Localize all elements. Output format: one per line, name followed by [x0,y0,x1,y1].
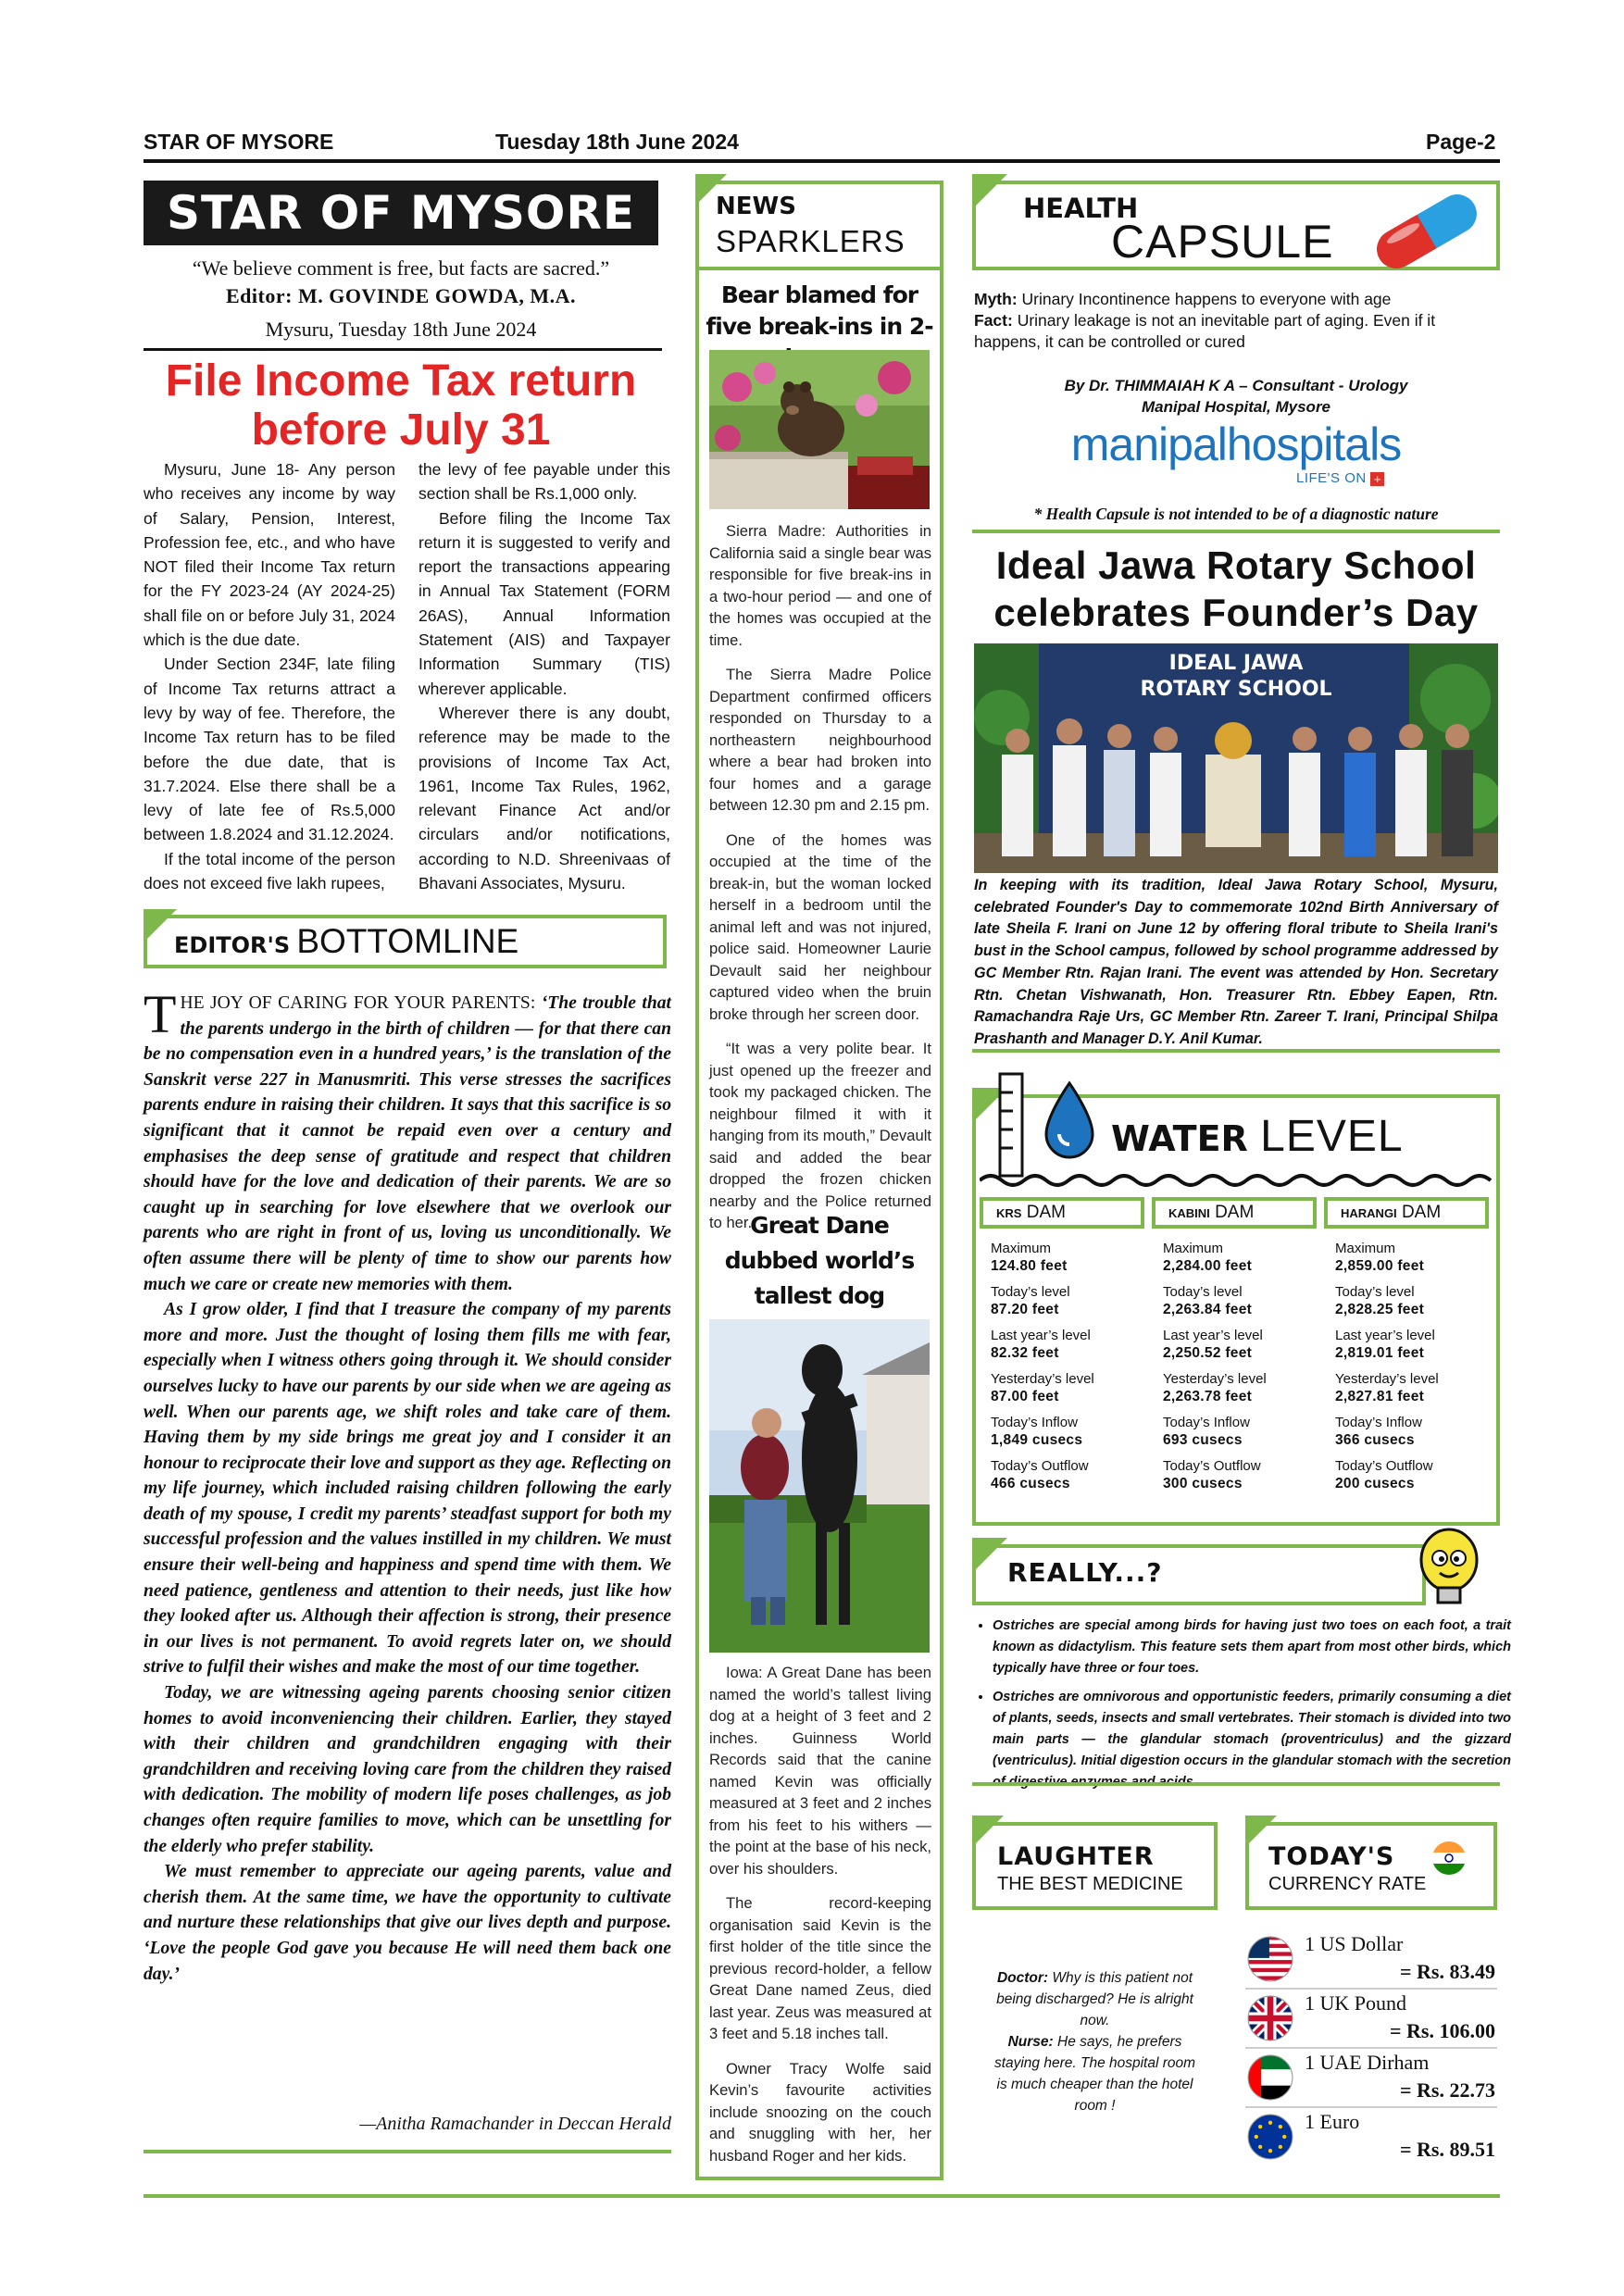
dam-stat-label: Today’s Inflow [1163,1415,1250,1430]
manipal-logo-word2: hospitals [1226,418,1402,470]
bottomline-label [174,922,519,961]
dog-paragraph: The record-keeping organisation said Kevin is the first holder of the title since the previous record-holder, a fellow Great Dane named Zeus, died last year. Zeus was measured at 3 feet and 5.18 inches tall. [709,1894,931,2042]
header-paper-name: STAR OF MYSORE [144,130,334,154]
lead-paragraph: Under Section 234F, late filing of Income Tax returns attract a levy by way of fee. Therefore, the Income Tax return has to be filed before the due date, that is 31.7.2024. Else there shall be a levy of late fee of Rs.5,000 between 1.8.2024 and 31.12.2024. [144,655,395,844]
currency-value: = Rs. 89.51 [1400,2138,1495,2161]
dam-stat-value: 2,819.01 feet [1335,1345,1425,1361]
bottomline-paragraph: Today, we are witnessing ageing parents choosing senior citizen homes to avoid inconveniencing their children. Earlier, they stayed with their children and grandchildren engaging with their grandchildren and receiving loving care from the children they raised with dedication. The mobility of modern life poses challenges, as job changes often require families to move, which can be unsettling for the elderly who prefer stability. [144,1683,671,1856]
dropcap: T [144,984,177,1044]
dam-name-box [980,1197,1144,1229]
bottomline-paragraph: ‘The trouble that the parents undergo in the birth of children — for that there can be no compensation even in a hundred years,’ is the translation of the Sanskrit verse 227 in Manusmriti. This verse stresses the sacrifices parents endure in raising their children. It says that this sacrifice is so significant that it cannot be repaid even over a century and emphasises the deep sense of gratitude and respect that children should have for the love and dedication of their parents. We are so caught up in searching for love elsewhere that we overlook our parents who are right in front of us, loving us unconditionally. We often assume there will be plenty of time to show our parents how much we care or create new memories with them. [144,993,671,1294]
masthead-motto: “We believe comment is free, but facts are sacred.” [192,256,610,280]
laughter-label-light: THE BEST MEDICINE [997,1874,1183,1894]
dam-stat-value: 2,284.00 feet [1163,1258,1253,1274]
dam-stat-value: 1,849 cusecs [991,1432,1083,1448]
sparklers-label-bold: NEWS [716,193,796,220]
bear-photo [709,350,930,509]
dam-stat-label: Today’s Inflow [991,1415,1078,1430]
rotary-photo-sign-1: IDEAL JAWA [1168,652,1304,675]
capsule-pill-icon [1359,190,1494,273]
dam-name: DAM [1026,1203,1066,1222]
lead-headline: File Income Tax return before July 31 [165,356,637,455]
dam-stat-value: 300 cusecs [1163,1476,1243,1491]
dog-paragraph: Owner Tracy Wolfe said Kevin’s favourite activities include snoozing on the couch and snuggling with her, her husband Roger and her kids. [709,2059,931,2165]
bottomline-paragraph: As I grow older, I find that I treasure the company of my parents more and more. Just the thought of losing them fills me with fear, especially when I witness others going through it. We should consider ourselves lucky to have our parents by our side when we are ageing as well. When our parents age, we shift roles and take care of them. Having them by my side brings me great joy and I consider it an honour to reciprocate their love and support as they age. Reflecting on my life journey, which included raising children following the early death of my spouse, I credit my parents’ steadfast support for both my successful profession and the values instilled in my children. We must ensure their well-being and happiness and spend time with them. We need patience, gentleness and attention to their needs, just like how they looked after us. Although their affection is strong, their presence in our lives is not permanent. To avoid regrets later on, we should strive to fulfil their wishes and make the most of our time together. [144,1300,671,1678]
health-label-light: CAPSULE [1111,216,1334,268]
dam-stat-value: 87.00 feet [991,1389,1059,1404]
header-date: Tuesday 18th June 2024 [495,130,739,154]
uk-flag-icon [1247,1995,1293,2041]
currency-label-bold: TODAY'S [1268,1842,1395,1871]
dam-stat-value: 2,250.52 feet [1163,1345,1253,1361]
currency-value: = Rs. 106.00 [1390,2019,1495,2042]
currency-label-light: CURRENCY RATE [1268,1874,1427,1894]
currency-value: = Rs. 22.73 [1400,2078,1495,2102]
laughter-joke [991,1967,1199,2116]
dam-column [980,1197,1144,1501]
myth-label: Myth: [974,290,1018,308]
health-myth-fact [974,289,1498,353]
currency-row [1245,1930,1497,1990]
masthead-dateline: Mysuru, Tuesday 18th June 2024 [265,318,537,341]
health-byline-doctor: By Dr. THIMMAIAH K A – Consultant - Urology [1064,377,1408,394]
dam-name-box [1152,1197,1317,1229]
dam-stat-label: Yesterday’s level [1335,1371,1439,1387]
bear-paragraph: Sierra Madre: Authorities in California said a single bear was responsible for five break-ins in a two-hour period — and one of the homes was occupied at the time. [709,522,931,649]
dam-column [1152,1197,1317,1501]
dam-stat-label: Today’s level [1163,1284,1243,1300]
rotary-photo-sign-2: ROTARY SCHOOL [1140,678,1332,701]
currency-value: = Rs. 83.49 [1400,1960,1495,1983]
dog-headline: Great Dane dubbed world’s tallest dog [724,1212,915,1309]
dam-stat-value: 2,263.78 feet [1163,1389,1253,1404]
rotary-headline: Ideal Jawa Rotary School celebrates Founder’s Day [993,543,1479,634]
dam-stat-label: Maximum [991,1241,1052,1256]
currency-row [1245,2108,1497,2165]
currency-name: 1 US Dollar [1305,1932,1404,1955]
currency-row [1245,2049,1497,2108]
dam-stat-label: Today’s Outflow [1335,1458,1433,1474]
dam-table [980,1197,1494,1516]
dam-stat-value: 2,263.84 feet [1163,1302,1253,1317]
header-rule [144,159,1500,163]
really-list [972,1616,1511,1801]
manipal-logo-word1: manipal [1070,418,1227,470]
dam-stat-value: 82.32 feet [991,1345,1059,1361]
dam-stat-label: Today’s Outflow [1163,1458,1261,1474]
manipal-tagline-text: LIFE'S ON [1296,470,1367,486]
lead-paragraph: Before filing the Income Tax return it is suggested to verify and report the transactions appearing in Annual Tax Statement (FORM 26AS), Annual Information Statement (AIS) and Taxpayer Information Summary (TIS) wherever applicable. [418,508,670,698]
dam-stat-value: 2,827.81 feet [1335,1389,1425,1404]
laughter-label-bold: LAUGHTER [997,1842,1155,1871]
dam-name-small: KRS [996,1206,1022,1220]
currency-name: 1 UK Pound [1305,1991,1407,2015]
dog-story [709,1662,931,2179]
uae-flag-icon [1247,2054,1293,2101]
bear-paragraph: “It was a very polite bear. It just opened up the freezer and took my packaged chicken. The neighbour filmed it with it hanging from its mouth,” Devault said and added the bear dropped the frozen chicken nearby and the Police returned to her. [709,1040,931,1231]
dam-name-small: HARANGI [1341,1206,1397,1220]
dam-stat-label: Yesterday’s level [991,1371,1094,1387]
dam-name: DAM [1401,1203,1442,1222]
currency-rate-list [1245,1930,1497,2173]
currency-name: 1 UAE Dirham [1305,2051,1430,2074]
water-level-label [1111,1111,1404,1165]
masthead-rule [144,348,662,351]
currency-row [1245,1990,1497,2049]
water-gauge-icon [991,1065,1111,1185]
bottomline-lead-caps: HE JOY OF CARING FOR YOUR PARENTS: [180,993,536,1013]
dam-stat-label: Today’s Outflow [991,1458,1089,1474]
lead-paragraph: Wherever there is any doubt, reference may be made to the provisions of Income Tax Act, 1961, Income Tax Rules, 1962, relevant Finance Act and/or circulars and/or notifications, according to N.D. Shreenivaas of Bhavani Associates, Mysuru. [418,703,670,893]
fact-text: Urinary leakage is not an inevitable part of aging. Even if it happens, it can be controlled or cured [974,311,1436,351]
water-label-bold: WATER [1111,1118,1248,1159]
lightbulb-icon [1412,1523,1486,1616]
bottomline-label-light: BOTTOMLINE [296,922,519,960]
dam-column [1324,1197,1489,1501]
bottomline-body [144,984,671,1987]
nurse-line: He says, he prefers staying here. The hospital room is much cheaper than the hotel room ! [993,2034,1196,2114]
doctor-label: Doctor: [996,1970,1049,1986]
green-corner-icon [972,174,1013,215]
dog-photo [709,1319,930,1653]
rotary-rule [972,1049,1500,1053]
dam-stat-label: Maximum [1163,1241,1224,1256]
manipal-tagline [1296,470,1384,486]
dog-paragraph: Iowa: A Great Dane has been named the world’s tallest living dog at a height of 3 feet and 2 inches. Guinness World Records said that the canine named Kevin was officially measured at 3 feet and 2 inches from his feet to his withers — the point at the base of his neck, over his shoulders. [709,1664,931,1878]
dam-stat-value: 466 cusecs [991,1476,1070,1491]
lead-paragraph: If the total income of the person does not exceed five lakh rupees, [144,849,395,893]
water-waves-icon [980,1169,1493,1192]
masthead-title: STAR OF MYSORE [144,181,658,245]
nurse-label: Nurse: [1007,2034,1054,2050]
india-flag-icon [1431,1841,1467,1876]
fact-label: Fact: [974,311,1013,330]
rotary-event-photo [974,643,1498,873]
manipal-logo [974,418,1498,470]
currency-name: 1 Euro [1305,2110,1360,2133]
dam-stat-label: Today’s level [991,1284,1070,1300]
dam-stat-label: Last year’s level [991,1328,1091,1343]
dam-stat-value: 124.80 feet [991,1258,1068,1274]
doctor-line: Why is this patient not being discharged? He is alright now. [996,1970,1193,2028]
masthead-editor: Editor: M. GOVINDE GOWDA, M.A. [226,284,576,307]
sparklers-label-light: SPARKLERS [716,224,906,258]
dam-name-box [1324,1197,1489,1229]
health-disclaimer: * Health Capsule is not intended to be of a diagnostic nature [1033,505,1439,523]
bear-story [709,520,931,1247]
really-item: • Ostriches are omnivorous and opportunistic feeders, primarily consuming a diet of plants, seeds, insects and small vertebrates. Their stomach is divided into two main parts — the glandular stomach (proventriculus) and the gizzard (ventriculus). Initial digestion occurs in the glandular stomach with the secretion [993,1687,1511,1793]
really-rule [972,1782,1500,1786]
really-item: • Ostriches are special among birds for having just two toes on each foot, a trait known as didactylism. This feature sets them apart from most other birds, which typically have three or four toes. [993,1616,1511,1679]
health-byline-hospital: Manipal Hospital, Mysore [1141,398,1331,416]
header-page-number: Page-2 [1426,130,1496,154]
eu-flag-icon [1247,2114,1293,2160]
dam-stat-value: 200 cusecs [1335,1476,1415,1491]
dam-name: DAM [1215,1203,1255,1222]
bear-headline: Bear blamed for five break-ins in 2- [706,281,933,340]
really-label: REALLY...? [1007,1557,1163,1588]
bottomline-paragraph: We must remember to appreciate our ageing parents, value and cherish them. At the same time, we have the opportunity to cultivate and nurture these relationships that give our lives depth and purpose. ‘Love the people God gave you because He will need them back one day.’ [144,1862,671,1984]
myth-text: Urinary Incontinence happens to everyone with age [1021,290,1392,308]
bottomline-label-bold: EDITOR'S [174,932,291,958]
plus-icon: + [1370,472,1384,486]
dam-stat-value: 2,859.00 feet [1335,1258,1425,1274]
page-bottom-rule [144,2194,1500,2198]
bottomline-rule [144,2150,671,2153]
dam-stat-value: 693 cusecs [1163,1432,1243,1448]
dam-name-small: KABINI [1168,1206,1210,1220]
lead-column-1 [144,457,395,895]
bottomline-credit: —Anitha Ramachander in Deccan Herald [359,2114,671,2134]
dam-stat-label: Last year’s level [1335,1328,1435,1343]
water-label-light: LEVEL [1260,1112,1404,1161]
health-byline [974,375,1498,418]
dam-stat-label: Last year’s level [1163,1328,1263,1343]
dam-stat-label: Yesterday’s level [1163,1371,1267,1387]
dam-stat-label: Maximum [1335,1241,1396,1256]
dam-stat-value: 366 cusecs [1335,1432,1415,1448]
lead-column-2 [418,457,670,895]
dam-stat-value: 87.20 feet [991,1302,1059,1317]
dam-stat-value: 2,828.25 feet [1335,1302,1425,1317]
bear-paragraph: One of the homes was occupied at the time of the break-in, but the woman locked herself in a bedroom until the animal left and was not injured, police said. Homeowner Laurie Devault said her neighbour captured video when the bruin broke through her screen door. [709,830,931,1023]
lead-paragraph: the levy of fee payable under this section shall be Rs.1,000 only. [418,460,670,504]
dam-stat-label: Today’s Inflow [1335,1415,1422,1430]
us-flag-icon [1247,1936,1293,1982]
dam-stat-label: Today’s level [1335,1284,1415,1300]
rotary-caption: In keeping with its tradition, Ideal Jawa Rotary School, Mysuru, celebrated Founder's Day to commemorate 102nd Birth Anniversary of late Sheila F. Irani on June 12 by offering floral tribute to Sheila Irani's bust in the School campus, followed by school programme addressed by GC Member Rtn. Rajan Irani. The event was attended by Hon. Secretary Rtn. Chetan Vishwanath, Hon. Treasurer Rtn. Ebbey Eapen, Rtn. Ramachandra Raje Urs, GC Member Rtn. Zareer T. Irani, Principal Shilpa Prashanth and Manager D.Y. Anil Kumar. [974,877,1498,1047]
bear-paragraph: The Sierra Madre Police Department confirmed officers responded on Thursday to a northeastern neighbourhood where a bear had broken into four homes and a garage between 12.30 pm and 2.15 pm. [709,666,931,814]
lead-paragraph: Mysuru, June 18- Any person who receives any income by way of Salary, Pension, Interest, Profession fee, etc., and who have NOT filed their Income Tax return for the FY 2023-24 (AY 2024-25) shall file on or before July 31, 2024 which is the due date. [144,460,395,650]
health-label-bold: HEALTH [1023,193,1139,224]
health-rule [972,530,1500,533]
